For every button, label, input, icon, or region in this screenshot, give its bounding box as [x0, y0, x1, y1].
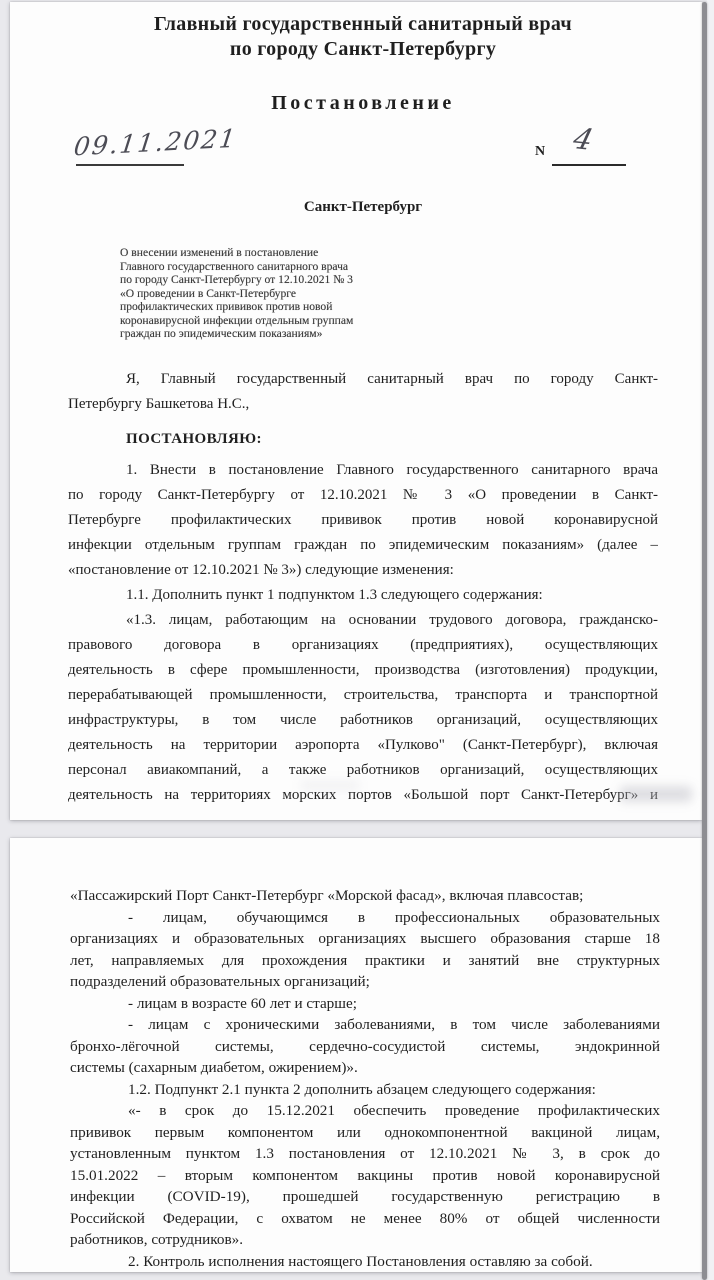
document-title: Постановление	[271, 92, 455, 114]
subject-line: О внесении изменений в постановление	[120, 246, 319, 259]
scan-bleedthrough-artifact	[300, 781, 360, 790]
body-text-page-1	[68, 367, 658, 808]
body-line: «1.3. лицам, работающим на основании трудового договора, гражданско-	[126, 611, 658, 628]
body-line: 2. Контроль исполнения настоящего Постановления оставляю за собой.	[128, 1252, 593, 1270]
body-line: - лицам, обучающимся в профессиональных образовательных	[128, 908, 660, 926]
number-underline	[552, 164, 626, 166]
body-line: Петербургу Башкетова Н.С.,	[68, 395, 250, 412]
body-line: по городу Санкт-Петербургу от 12.10.2021 № 3 «О проведении в Санкт-	[68, 486, 658, 503]
body-line: инфраструктуры, в том числе работников организаций, осуществляющих	[68, 711, 658, 728]
handwritten-date: 09.11.2021	[72, 123, 239, 162]
body-line: «Пассажирский Порт Санкт-Петербург «Морской фасад», включая плавсостав;	[70, 887, 584, 904]
body-line: бронхо-лёгочной системы, сердечно-сосудистой системы, эндокринной	[70, 1037, 660, 1055]
body-line: «- в срок до 15.12.2021 обеспечить проведение профилактических	[128, 1102, 660, 1119]
body-line: подразделений образовательных организаций;	[70, 973, 370, 990]
body-line: 1.1. Дополнить пункт 1 подпунктом 1.3 следующего содержания:	[126, 586, 543, 603]
header-line-2: по городу Санкт-Петербургу	[229, 38, 497, 60]
subject-line: граждан по эпидемическим показаниям»	[120, 327, 323, 340]
body-line: инфекции отдельным группам граждан по эпидемическим показаниям» (далее –	[68, 536, 658, 553]
body-line: перерабатывающей промышленности, строительства, транспорта и транспортной	[68, 686, 658, 703]
viewer-right-gutter	[707, 0, 714, 1280]
subject-line: коронавирусной инфекции отдельным группам	[120, 313, 354, 327]
body-line: Российской Федерации, с охватом не менее 80% от общей численности	[70, 1209, 660, 1227]
handwritten-number: 4	[569, 121, 597, 157]
place-line: Санкт-Петербург	[303, 199, 423, 215]
body-line: - лицам с хроническими заболеваниями, в том числе заболеваниями	[128, 1016, 660, 1033]
body-line: персонал авиакомпаний, а также работников организаций, осуществляющих	[68, 761, 658, 778]
header-line-1: Главный государственный санитарный врач	[153, 13, 573, 35]
body-line: системы (сахарным диабетом, ожирением)».	[70, 1059, 358, 1076]
body-line: установленным пунктом 1.3 постановления от 12.10.2021 № 3, в срок до	[70, 1145, 660, 1162]
subject-block	[120, 246, 420, 341]
date-underline	[76, 164, 184, 166]
number-label: N	[535, 144, 546, 159]
body-line: организациях и образовательных организациях высшего образования старше 18	[70, 930, 660, 947]
body-line: 1.2. Подпункт 2.1 пункта 2 дополнить абзацем следующего содержания:	[128, 1080, 596, 1098]
subject-line: Главного государственного санитарного врача	[120, 259, 349, 273]
body-line: «постановление от 12.10.2021 № 3») следующие изменения:	[68, 561, 454, 578]
body-line: деятельность в сфере промышленности, производства (изготовления) продукции,	[68, 661, 658, 678]
date-number-row	[68, 121, 658, 176]
body-line: правового договора в организациях (предприятиях), осуществляющих	[68, 636, 658, 653]
subject-line: профилактических прививок против новой	[120, 300, 333, 313]
subject-line: «О проведении в Санкт-Петербурге	[120, 286, 297, 300]
resolve-heading: ПОСТАНОВЛЯЮ:	[126, 430, 262, 447]
scrollbar[interactable]	[702, 2, 707, 1280]
scan-bleedthrough-artifact	[620, 786, 692, 802]
subject-line: по городу Санкт-Петербургу от 12.10.2021 № 3	[120, 273, 353, 286]
body-line: Петербурге профилактических прививок против новой коронавирусной	[68, 511, 658, 528]
body-line: 15.01.2022 – вторым компонентом вакцины против новой коронавирусной	[70, 1166, 660, 1184]
document-page-2	[10, 838, 702, 1272]
body-line: деятельность на территории аэропорта «Пулково" (Санкт-Петербург), включая	[68, 736, 658, 753]
body-text-page-2	[70, 885, 660, 1272]
body-line: деятельность на территориях морских портов «Большой порт Санкт-Петербург» и	[68, 786, 658, 803]
body-line: 1. Внести в постановление Главного государственного санитарного врача	[126, 461, 658, 478]
body-line: Я, Главный государственный санитарный врач по городу Санкт-	[126, 370, 658, 387]
body-line: работников, сотрудников».	[70, 1231, 244, 1248]
body-line: - лицам в возрасте 60 лет и старше;	[128, 994, 357, 1012]
body-line: лет, направляемых для прохождения практики и занятий вне структурных	[70, 951, 660, 969]
body-line: инфекции (COVID-19), прошедшей государственную регистрацию в	[70, 1188, 660, 1205]
body-line: прививок первым компонентом или однокомпонентной вакциной лицам,	[70, 1123, 660, 1141]
document-page-1	[10, 2, 702, 820]
